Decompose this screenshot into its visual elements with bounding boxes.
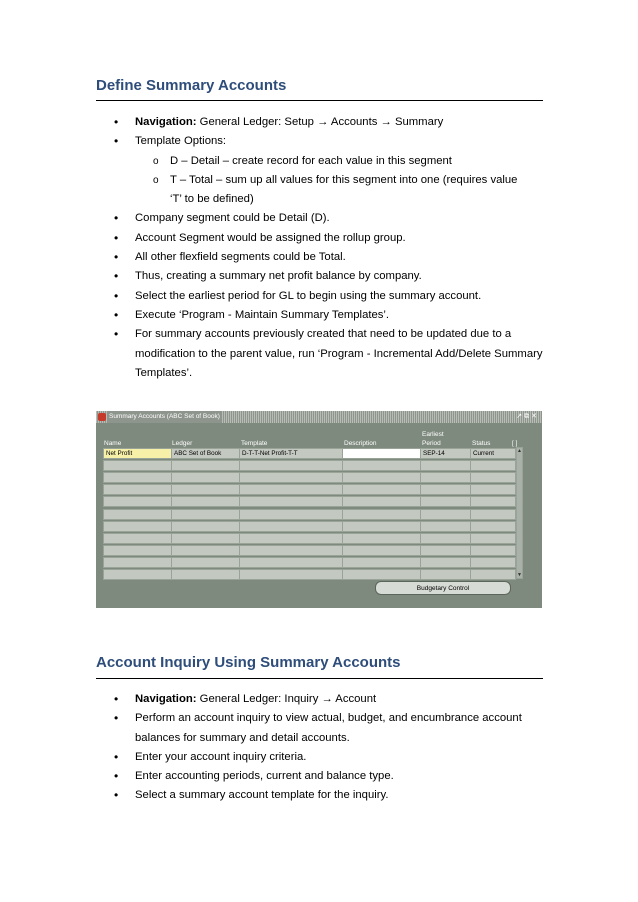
budgetary-control-button[interactable]: Budgetary Control [375, 581, 511, 595]
grid-cell-ledger[interactable]: ABC Set of Book [171, 448, 240, 459]
grid-cell-name[interactable] [103, 557, 172, 568]
scroll-up-arrow-icon[interactable]: ▲ [517, 448, 522, 454]
grid-cell-template[interactable]: D-T-T-Net Profit-T-T [239, 448, 343, 459]
grid-cell-template[interactable] [239, 509, 343, 520]
grid-cell-template[interactable] [239, 472, 343, 483]
grid-cell-template[interactable] [239, 533, 343, 544]
bullet-select-template: • Select a summary account template for the inquiry. [0, 786, 545, 805]
grid-cell-status[interactable] [470, 484, 516, 495]
grid-cell-status[interactable] [470, 472, 516, 483]
bullet-navigation [0, 690, 545, 709]
template-options-label: Template Options: [135, 135, 227, 148]
navigation-label: Navigation: [135, 693, 197, 705]
grid-cell-description[interactable] [342, 545, 421, 556]
column-header-more[interactable]: [ ] [512, 440, 518, 447]
grid-cell-name[interactable] [103, 545, 172, 556]
bullet-net-profit: • Thus, creating a summary net profit balance by company. [0, 267, 545, 286]
navigation-path: General Ledger: Inquiry → Account [196, 693, 377, 705]
window-controls-icon[interactable]: ↗⧉✕ [516, 413, 539, 420]
grid-cell-period[interactable] [420, 496, 471, 507]
grid-cell-name[interactable] [103, 521, 172, 532]
grid-cell-description[interactable] [342, 448, 421, 459]
grid-cell-description[interactable] [342, 569, 421, 580]
grid-cell-name[interactable] [103, 496, 172, 507]
column-header-description: Description [344, 440, 377, 447]
grid-cell-name[interactable] [103, 472, 172, 483]
define-summary-bullet-list [0, 113, 638, 383]
grid-cell-name[interactable] [103, 484, 172, 495]
grid-cell-period[interactable] [420, 484, 471, 495]
bullet-account-segment: • Account Segment would be assigned the rollup group. [0, 229, 545, 248]
grid-cell-description[interactable] [342, 484, 421, 495]
grid-cell-template[interactable] [239, 557, 343, 568]
grid-cell-period[interactable] [420, 569, 471, 580]
heading-rule [96, 100, 543, 101]
column-header-template: Template [241, 440, 268, 447]
grid-cell-name[interactable] [103, 509, 172, 520]
template-options-sublist [135, 152, 545, 210]
scroll-down-arrow-icon[interactable]: ▼ [517, 572, 522, 578]
column-header-status: Status [472, 440, 491, 447]
grid-cell-status[interactable] [470, 545, 516, 556]
grid-cell-description[interactable] [342, 557, 421, 568]
grid-cell-template[interactable] [239, 521, 343, 532]
grid-cell-description[interactable] [342, 521, 421, 532]
sub-bullet-detail: o D – Detail – create record for each value in this segment [134, 152, 530, 171]
grid-cell-name[interactable] [103, 533, 172, 544]
bullet-incremental-update: • For summary accounts previously created that need to be updated due to a modification to the parent value, run ‘Program - Incremental Add/Delete Summary Templates’. [0, 325, 545, 383]
grid-cell-period[interactable] [420, 509, 471, 520]
grid-cell-ledger[interactable] [171, 496, 240, 507]
column-header-earliest: Earliest [422, 431, 444, 438]
section-heading-define-summary-accounts: Define Summary Accounts [96, 77, 287, 94]
grid-cell-ledger[interactable] [171, 545, 240, 556]
grid-cell-ledger[interactable] [171, 533, 240, 544]
grid-cell-name[interactable] [103, 569, 172, 580]
grid-cell-name[interactable] [103, 460, 172, 471]
bullet-company-segment: • Company segment could be Detail (D). [0, 209, 545, 228]
sub-bullet-total: o T – Total – sum up all values for this segment into one (requires value ‘T’ to be defined) [134, 171, 530, 210]
grid-cell-ledger[interactable] [171, 521, 240, 532]
grid-cell-name[interactable]: Net Profit [103, 448, 172, 459]
grid-cell-status[interactable] [470, 533, 516, 544]
grid-cell-period[interactable] [420, 460, 471, 471]
heading-rule [96, 678, 543, 679]
grid-cell-period[interactable] [420, 557, 471, 568]
grid-cell-ledger[interactable] [171, 484, 240, 495]
grid-cell-template[interactable] [239, 484, 343, 495]
bullet-execute-program: • Execute ‘Program - Maintain Summary Templates’. [0, 306, 545, 325]
grid-cell-ledger[interactable] [171, 569, 240, 580]
grid-cell-status[interactable] [470, 509, 516, 520]
bullet-perform-inquiry: • Perform an account inquiry to view actual, budget, and encumbrance account balances for summary and detail accounts. [0, 709, 545, 748]
grid-cell-ledger[interactable] [171, 509, 240, 520]
grid-cell-period[interactable] [420, 472, 471, 483]
grid-cell-template[interactable] [239, 545, 343, 556]
grid-cell-ledger[interactable] [171, 557, 240, 568]
column-header-name: Name [104, 440, 122, 447]
bullet-earliest-period: • Select the earliest period for GL to begin using the summary account. [0, 287, 545, 306]
account-inquiry-bullet-list [0, 690, 638, 806]
bullet-enter-criteria: • Enter your account inquiry criteria. [0, 748, 545, 767]
grid-cell-status[interactable] [470, 496, 516, 507]
navigation-path: General Ledger: Setup → Accounts → Summary [196, 116, 444, 128]
grid-cell-period[interactable] [420, 521, 471, 532]
section-heading-account-inquiry: Account Inquiry Using Summary Accounts [96, 654, 401, 671]
grid-cell-status[interactable] [470, 460, 516, 471]
grid-cell-ledger[interactable] [171, 460, 240, 471]
column-header-ledger: Ledger [172, 440, 193, 447]
bullet-template-options [0, 132, 545, 209]
grid-cell-description[interactable] [342, 533, 421, 544]
grid-cell-ledger[interactable] [171, 472, 240, 483]
oracle-icon [98, 413, 106, 421]
column-header-period: Period [422, 440, 441, 447]
grid-cell-description[interactable] [342, 509, 421, 520]
grid-cell-template[interactable] [239, 569, 343, 580]
grid-cell-status[interactable] [470, 569, 516, 580]
grid-cell-period[interactable] [420, 545, 471, 556]
grid-cell-template[interactable] [239, 460, 343, 471]
grid-cell-status[interactable]: Current [470, 448, 516, 459]
window-titlebar[interactable] [96, 411, 542, 423]
bullet-flexfield-segments: • All other flexfield segments could be Total. [0, 248, 545, 267]
bullet-navigation [0, 113, 545, 132]
grid-cell-template[interactable] [239, 496, 343, 507]
window-title: Summary Accounts (ABC Set of Book) [107, 411, 222, 423]
grid-cell-period[interactable] [420, 533, 471, 544]
summary-accounts-window [96, 411, 542, 608]
grid-cell-description[interactable] [342, 460, 421, 471]
vertical-scrollbar[interactable] [516, 447, 523, 579]
grid-cell-description[interactable] [342, 496, 421, 507]
grid-cell-period[interactable]: SEP-14 [420, 448, 471, 459]
bullet-enter-periods: • Enter accounting periods, current and balance type. [0, 767, 545, 786]
navigation-label: Navigation: [135, 116, 197, 128]
grid-cell-status[interactable] [470, 521, 516, 532]
grid-cell-description[interactable] [342, 472, 421, 483]
grid-cell-status[interactable] [470, 557, 516, 568]
